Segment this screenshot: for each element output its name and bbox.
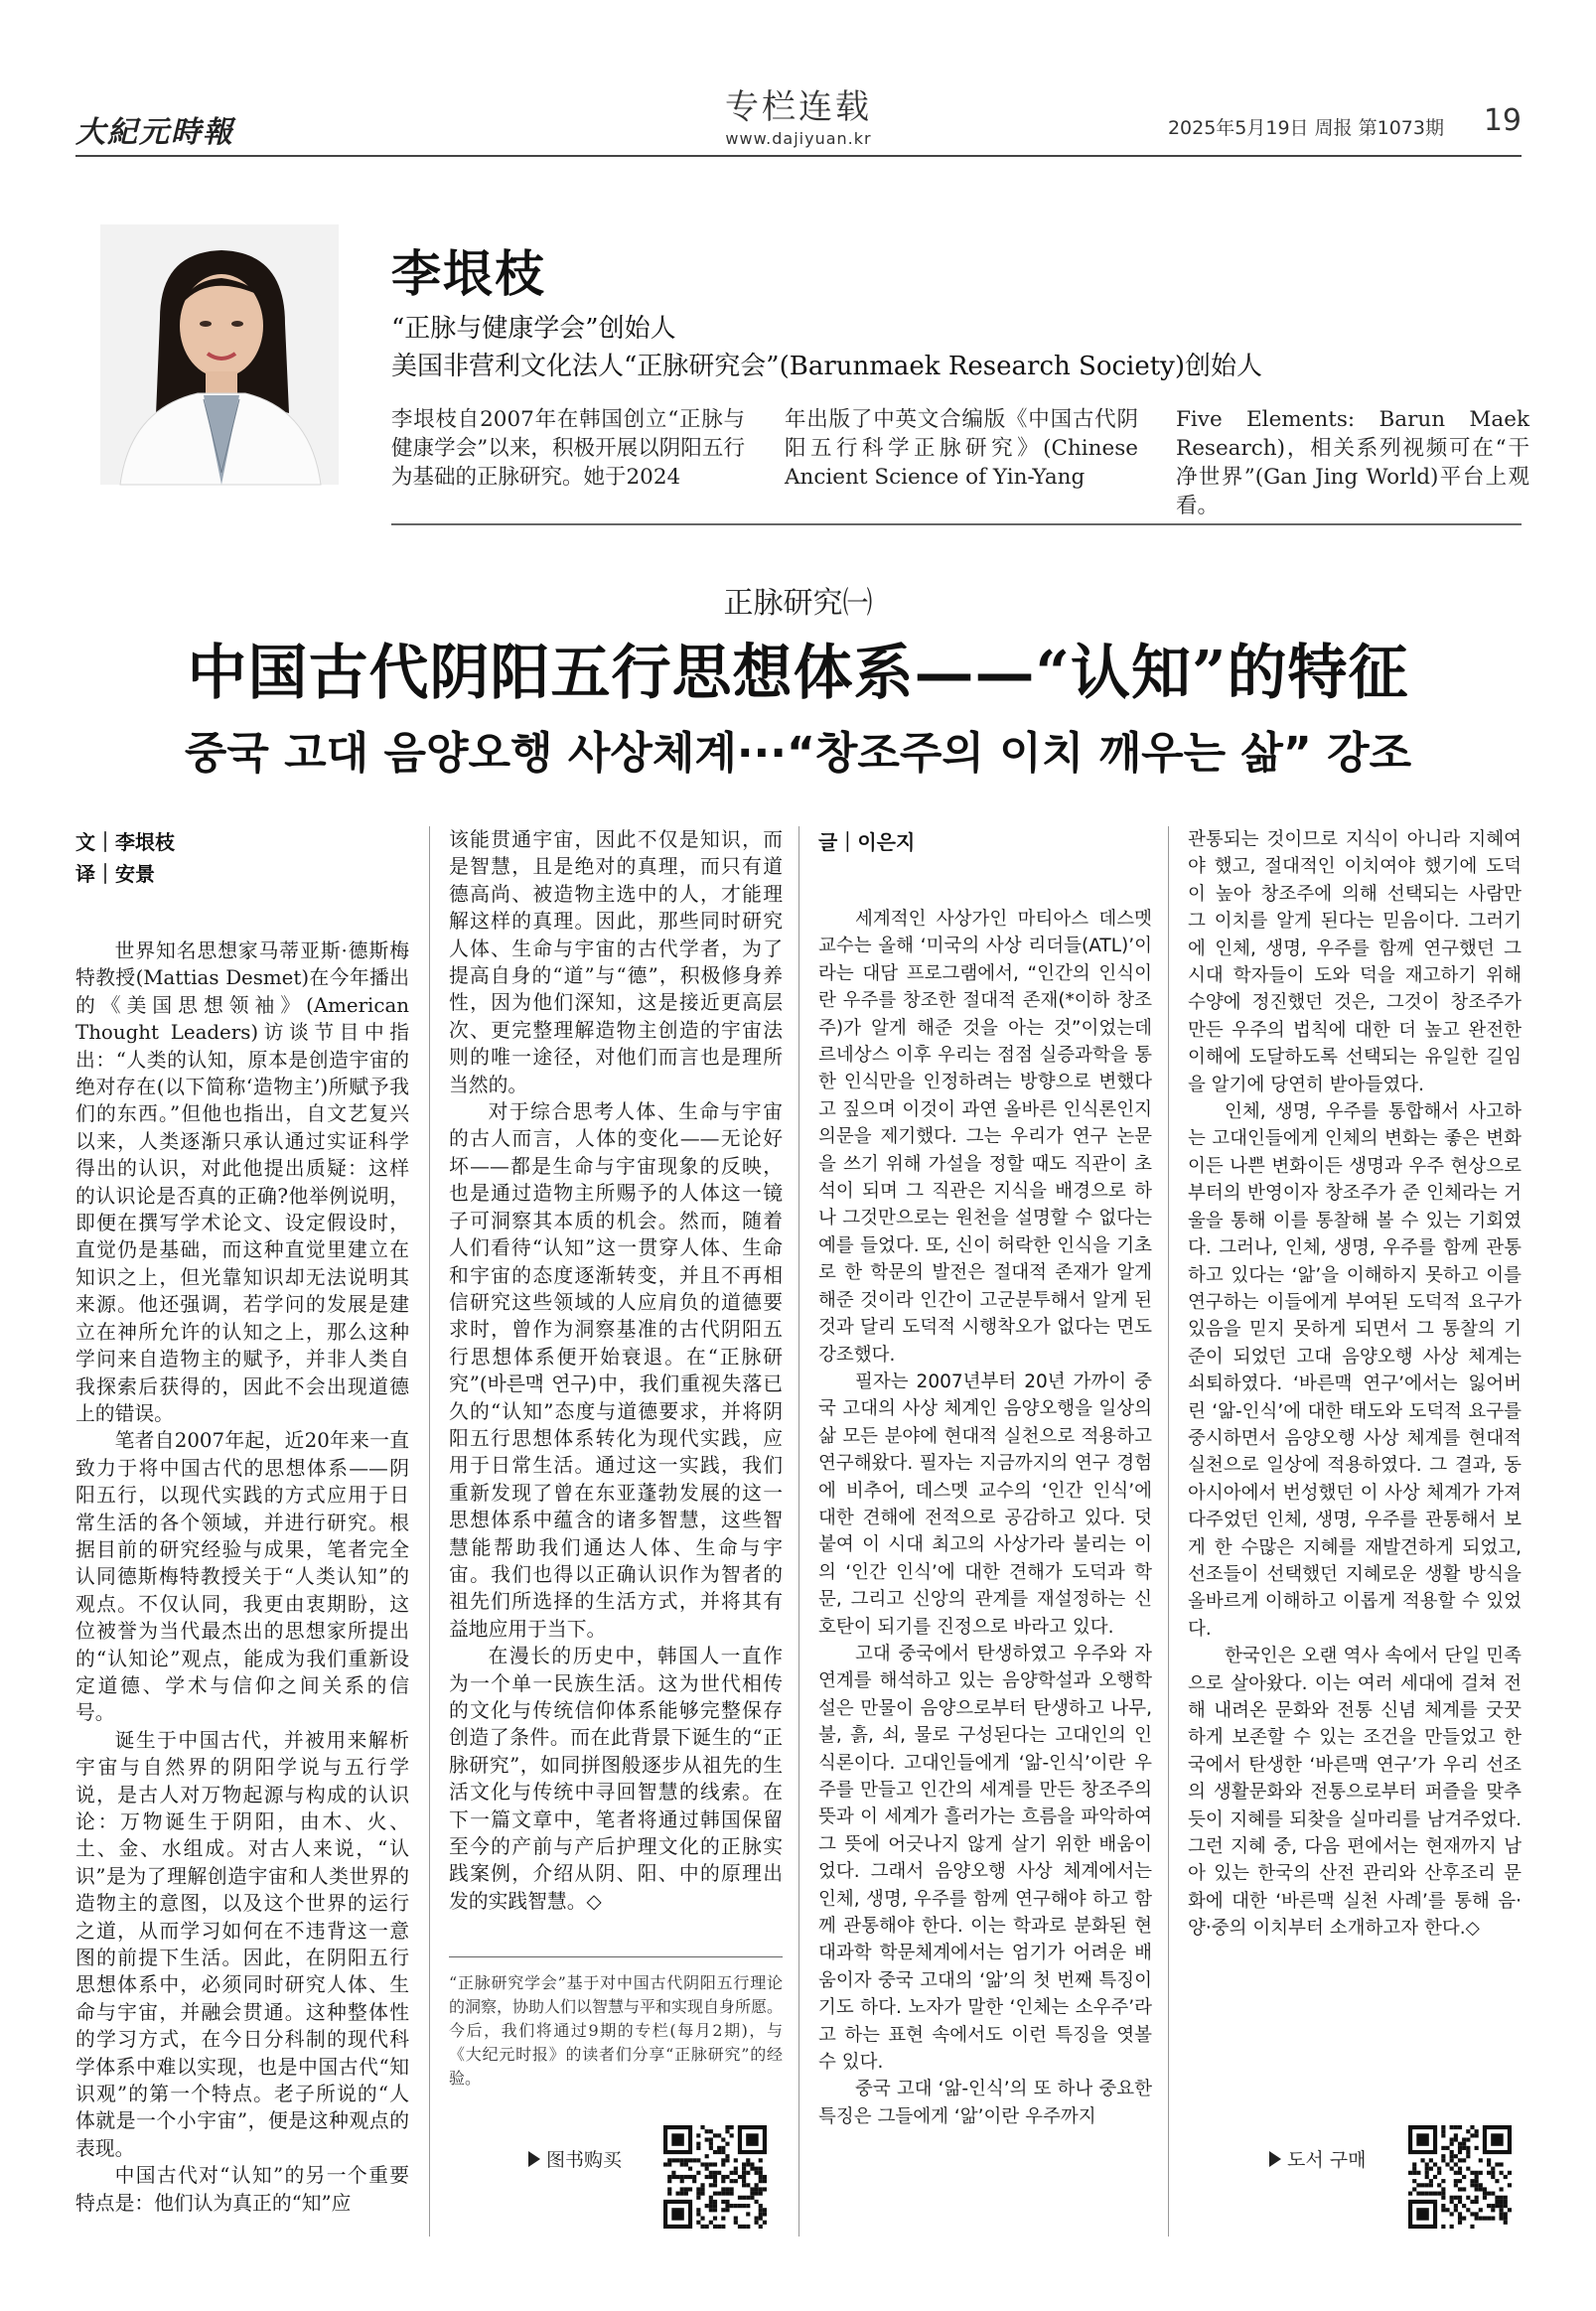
article-headline: 中国古代阴阳五行思想体系——“认知”的特征	[187, 639, 1409, 708]
column-divider	[1168, 826, 1169, 2237]
author-photo	[100, 224, 339, 485]
profile-divider	[391, 523, 1522, 525]
article-column-ko-1	[818, 826, 1152, 2193]
column-text	[1188, 826, 1522, 1940]
paragraph: 世界知名思想家马蒂亚斯·德斯梅特教授(Mattias Desmet)在今年播出的《美国思想领袖》(American Thought Leaders)访谈节目中指出：“人类的认知，原本是创造宇宙的绝对存在(以下简称‘造物主’)所赋予我们的东西。”但他也指出，自文艺复兴以来，人类逐渐只承认通过实证科学得出的认识，对此他提出质疑：这样的认识论是否真的正确?他举例说明，即便在撰写学术论文、设定假设时，直觉仍是基础，而这种直觉里建立在知识之上，但光靠知识却无法说明其来源。他还强调，若学问的发展是建立在神所允许的认知之上，那么这种学问来自造物主的赋予，并非人类自我探索后获得的，因此不会出现道德上的错误。	[75, 939, 409, 1425]
article-column-zh-2	[449, 826, 783, 2091]
paragraph: 该能贯通宇宙，因此不仅是知识，而是智慧，且是绝对的真理，而只有道德高尚、被造物主选中的人，才能理解这样的真理。因此，那些同时研究人体、生命与宇宙的古代学者，为了提高自身的“道”与“德”，积极修身养性，因为他们深知，这是接近更高层次、更完整理解造物主创造的宇宙法则的唯一途径，对他们而言也是理所当然的。	[449, 828, 783, 1096]
qr-code-icon[interactable]	[663, 2125, 767, 2229]
note-divider	[449, 1956, 783, 1957]
paragraph: 관통되는 것이므로 지식이 아니라 지혜여야 했고, 절대적인 이치여야 했기에 도덕이 높아 창조주에 의해 선택되는 사람만 그 이치를 알게 된다는 믿음이다. 그러기에 인체, 생명, 우주를 함께 연구했던 그 시대 학자들이 도와 덕을 재고하기 위해 수양에 정진했던 것은, 그것이 창조주가 만든 우주의 법칙에 대한 더 높고 완전한 이해에 도달하도록 선택되는 유일한 길임을 알기에 당연히 받아들였다.	[1188, 829, 1522, 1095]
masthead	[75, 58, 1522, 153]
article-column-zh-1	[75, 826, 409, 2258]
paragraph: 세계적인 사상가인 마티아스 데스멧 교수는 올해 ‘미국의 사상 리더들(ATL)’이라는 대담 프로그램에서, “인간의 인식이란 우주를 창조한 절대적 존재(*이하 창조주)가 알게 해준 것을 아는 것”이었는데 르네상스 이후 우리는 점점 실증과학을 통한 인식만을 인정하려는 방향으로 변했다고 짚으며 이것이 과연 올바른 인식론인지 의문을 제기했다. 그는 우리가 연구 논문을 쓰기 위해 가설을 정할 때도 직관이 초석이 되며 그 직관은 지식을 배경으로 하나 그것만으로는 원천을 설명할 수 없다는 예를 들었다. 또, 신이 허락한 인식을 기초로 한 학문의 발전은 절대적 존재가 알게 해준 것이라 인간이 고군분투해서 알게 된 것과 달리 도덕적 시행착오가 없다는 면도 강조했다.	[818, 909, 1152, 1366]
column-text	[818, 906, 1152, 2193]
column-divider	[429, 826, 430, 2237]
author-bio-part-2: 年出版了中英文合编版《中国古代阴阳五行科学正脉研究》(Chinese Ancient Science of Yin-Yang	[785, 407, 1138, 490]
paragraph: 中国古代对“认知”的另一个重要特点是：他们认为真正的“知”应	[75, 2164, 409, 2215]
paragraph: 중국 고대 ‘앎-인식’의 또 하나 중요한 특징은 그들에게 ‘앎’이란 우주까지	[818, 2079, 1152, 2127]
book-purchase-label: 도서 구매	[1287, 2149, 1367, 2171]
article-subheadline-korean: 중국 고대 음양오행 사상체계···“창조주의 이치 깨우는 삶” 강조	[184, 728, 1412, 779]
paragraph: 笔者自2007年起，近20年来一直致力于将中国古代的思想体系——阴阳五行，以现代实践的方式应用于日常生活的各个领域，并进行研究。根据目前的研究经验与成果，笔者完全认同德斯梅特教授关于“人类认知”的观点。不仅认同，我更由衷期盼，这位被誉为当代最杰出的思想家所提出的“认知论”观点，能成为我们重新设定道德、学术与信仰之间关系的信号。	[75, 1429, 409, 1725]
byline-author: 文｜李垠枝	[75, 830, 175, 854]
paragraph: 在漫长的历史中，韩国人一直作为一个单一民族生活。这为世代相传的文化与传统信仰体系能够完整保存创造了条件。而在此背景下诞生的“正脉研究”，如同拼图般逐步从祖先的生活文化与传统中寻回智慧的线索。在下一篇文章中，笔者将通过韩国保留至今的产前与产后护理文化的正脉实践案例，介绍从阴、阳、中的原理出发的实践智慧。◇	[449, 1645, 783, 1913]
masthead-divider	[75, 155, 1522, 157]
play-arrow-icon	[1269, 2151, 1281, 2167]
author-role-founder-society: “正脉与健康学会”创始人	[391, 314, 676, 344]
newspaper-logo: 大紀元時報	[75, 115, 234, 150]
paragraph: 고대 중국에서 탄생하였고 우주와 자연계를 해석하고 있는 음양학설과 오행학설은 만물이 음양으로부터 탄생하고 나무, 불, 흙, 쇠, 물로 구성된다는 고대인의 인식론이다. 고대인들에게 ‘앎-인식’이란 우주를 만들고 인간의 세계를 만든 창조주의 뜻과 이 세계가 흘러가는 흐름을 파악하여 그 뜻에 어긋나지 않게 살기 위한 배움이었다. 그래서 음양오행 사상 체계에서는 인체, 생명, 우주를 함께 연구해야 하고 함께 관통해야 한다. 이는 학과로 분화된 현대과학 학문체계에서는 엄기가 어려운 배움이자 중국 고대의 ‘앎’의 첫 번째 특징이기도 하다. 노자가 말한 ‘인체는 소우주’라고 하는 표현 속에서도 이런 특징을 엿볼 수 있다.	[818, 1643, 1152, 2074]
author-bio-part-3: Five Elements: Barun Maek Research)，相关系列视频可在“干净世界”(Gan Jing World)平台上观看。	[1176, 407, 1529, 518]
section-title: 专栏连载	[725, 87, 872, 127]
byline-translator: 译｜安景	[75, 862, 155, 886]
column-text	[449, 826, 783, 1931]
byline-author-korean: 글｜이은지	[818, 830, 916, 854]
paragraph: 诞生于中国古代，并被用来解析宇宙与自然界的阴阳学说与五行学说，是古人对万物起源与构成的认识论：万物诞生于阴阳，由木、火、土、金、水组成。对古人来说，“认识”是为了理解创造宇宙和人类世界的造物主的意图，以及这个世界的运行之道，从而学习如何在不违背这一意图的前提下生活。因此，在阴阳五行思想体系中，必须同时研究人体、生命与宇宙，并融会贯通。这种整体性的学习方式，在今日分科制的现代科学体系中难以实现，也是中国古代“知识观”的第一个特点。老子所说的“人体就是一个小宇宙”，便是这种观点的表现。	[75, 1728, 409, 2160]
author-role-founder-research-society: 美国非营利文化法人“正脉研究会”(Barunmaek Research Society)创始人	[391, 352, 1263, 381]
page-number: 19	[1483, 103, 1522, 138]
author-portrait-icon	[100, 224, 339, 485]
paragraph: 필자는 2007년부터 20년 가까이 중국 고대의 사상 체계인 음양오행을 일상의 삶 모든 분야에 현대적 실천으로 적용하고 연구해왔다. 필자는 지금까지의 연구 경험에 비추어, 데스멧 교수의 ‘인간 인식’에 대한 견해에 전적으로 공감하고 있다. 덧붙여 이 시대 최고의 사상가라 불리는 이의 ‘인간 인식’에 대한 견해가 도덕과 학문, 그리고 신앙의 관계를 재설정하는 신호탄이 되기를 진정으로 바라고 있다.	[818, 1371, 1152, 1638]
book-purchase-link-chinese[interactable]	[528, 2145, 622, 2172]
article-column-ko-2	[1188, 826, 1522, 1940]
book-purchase-label: 图书购买	[546, 2149, 623, 2171]
qr-code-icon[interactable]	[1408, 2125, 1512, 2229]
paragraph: 对于综合思考人体、生命与宇宙的古人而言，人体的变化——无论好坏——都是生命与宇宙现象的反映，也是通过造物主所赐予的人体这一镜子可洞察其本质的机会。然而，随着人们看待“认知”这一贯穿人体、生命和宇宙的态度逐渐转变，并且不再相信研究这些领域的人应肩负的道德要求时，曾作为洞察基准的古代阴阳五行思想体系便开始衰退。在“正脉研究”(바른맥 연구)中，我们重视失落已久的“认知”态度与道德要求，并将阴阳五行思想体系转化为现代实践，应用于日常生活。通过这一实践，我们重新发现了曾在东亚蓬勃发展的这一思想体系中蕴含的诸多智慧，这些智慧能帮助我们通达人体、生命与宇宙。我们也得以正确认识作为智者的祖先们所选择的生活方式，并将其有益地应用于当下。	[449, 1100, 783, 1641]
column-divider	[798, 826, 799, 2237]
byline-korean	[818, 826, 1152, 858]
play-arrow-icon	[528, 2151, 540, 2167]
series-kicker: 正脉研究㈠	[723, 586, 873, 621]
paragraph: 한국인은 오랜 역사 속에서 단일 민족으로 살아왔다. 이는 여러 세대에 걸쳐 전해 내려온 문화와 전통 신념 체계를 굿꿋하게 보존할 수 있는 조건을 만들었고 한국에서 탄생한 ‘바른맥 연구’가 우리 선조의 생활문화와 전통으로부터 퍼즐을 맞추듯이 지혜를 되찾을 실마리를 남겨주었다. 그런 지혜 중, 다음 편에서는 현재까지 남아 있는 한국의 산전 관리와 산후조리 문화에 대한 ‘바른맥 실천 사례’를 통해 음·양·중의 이치부터 소개하고자 한다.◇	[1188, 1646, 1522, 1940]
paragraph: 인체, 생명, 우주를 통합해서 사고하는 고대인들에게 인체의 변화는 좋은 변화이든 나쁜 변화이든 생명과 우주 현상으로부터의 반영이자 창조주가 준 인체라는 거울을 통해 이를 통찰해 볼 수 있는 기회였다. 그러나, 인체, 생명, 우주를 함께 관통하고 있다는 ‘앎’을 이해하지 못하고 이를 연구하는 이들에게 부여된 도덕적 요구가 있음을 믿지 못하게 되면서 그 통찰의 기준이 되었던 고대 음양오행 사상 체계는 쇠퇴하였다. ‘바른맥 연구’에서는 잃어버린 ‘앎-인식’에 대한 태도와 도덕적 요구를 중시하면서 음양오행 사상 체계를 현대적 실천으로 일상에 적용하였다. 그 결과, 동아시아에서 번성했던 이 사상 체계가 가져다주었던 인체, 생명, 우주를 관통해서 보게 한 수많은 지혜를 재발견하게 되었고, 선조들이 선택했던 지혜로운 생활 방식을 올바르게 이해하고 이롭게 적용할 수 있었다.	[1188, 1101, 1522, 1640]
column-text	[75, 938, 409, 2258]
issue-info: 2025年5月19日 周报 第1073期	[1167, 117, 1444, 139]
byline-chinese	[75, 826, 409, 890]
author-bio-part-1: 李垠枝自2007年在韩国创立“正脉与健康学会”以来，积极开展以阴阳五行为基础的正脉研究。她于2024	[391, 407, 745, 490]
book-purchase-link-korean[interactable]	[1269, 2145, 1366, 2172]
column-note: “正脉研究学会”基于对中国古代阴阳五行理论的洞察，协助人们以智慧与平和实现自身所愿。今后，我们将通过9期的专栏(每月2期)，与《大纪元时报》的读者们分享“正脉研究”的经验。	[449, 1973, 784, 2088]
author-name: 李垠枝	[391, 244, 546, 303]
site-url[interactable]: www.dajiyuan.kr	[725, 129, 872, 148]
